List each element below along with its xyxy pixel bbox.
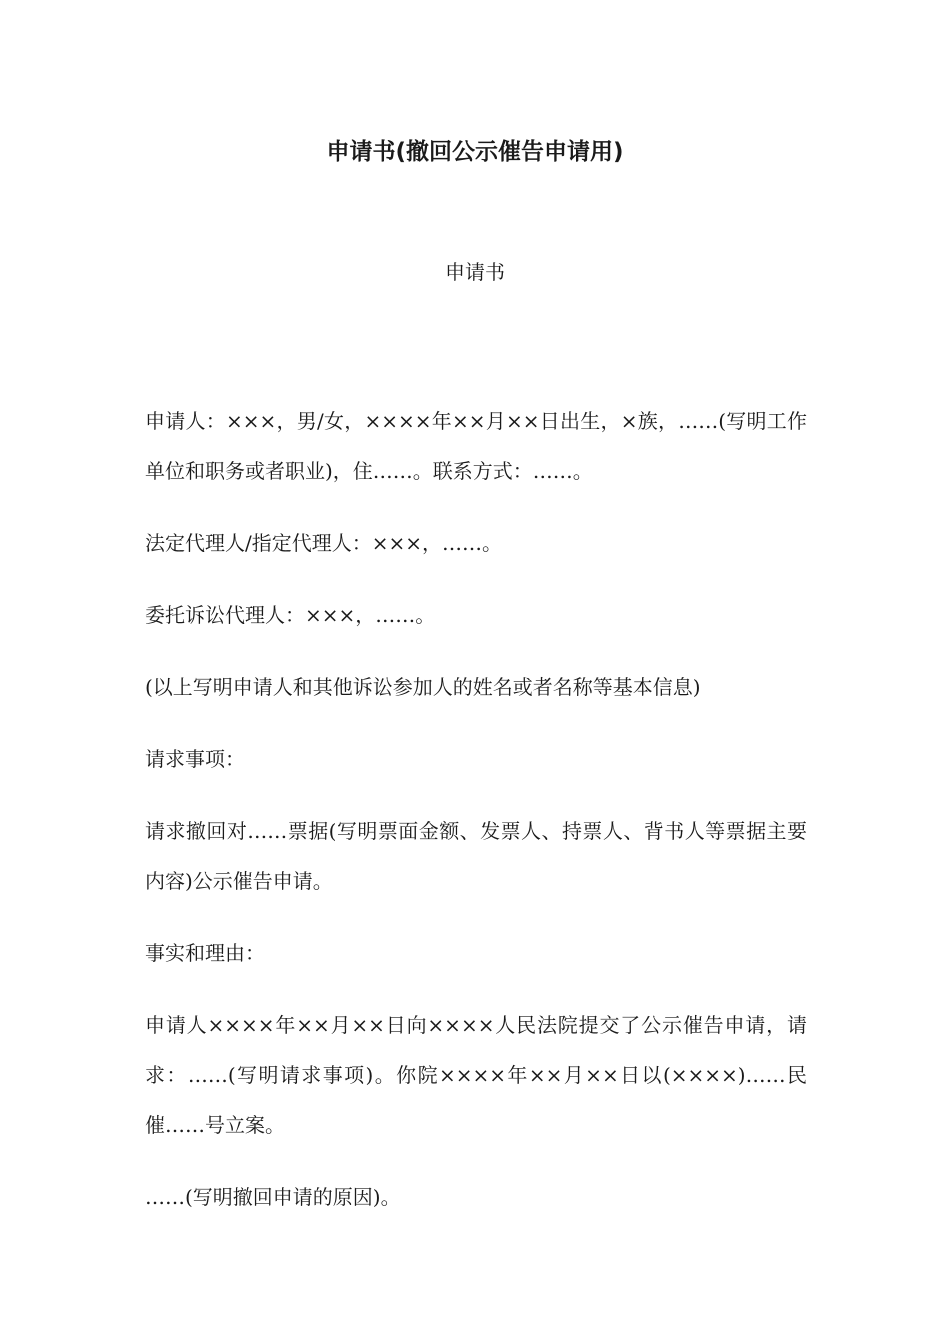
document-subtitle: 申请书 bbox=[445, 260, 505, 284]
document-title: 申请书(撤回公示催告申请用) bbox=[326, 139, 624, 165]
document-body bbox=[145, 396, 807, 1244]
paragraph-facts: 申请人××××年××月××日向××××人民法院提交了公示催告申请，请求：……(写明请求事项)。你院××××年××月××日以(××××)……民催……号立案。 bbox=[145, 1013, 807, 1137]
paragraph-legal-agent: 法定代理人/指定代理人：×××，……。 bbox=[145, 531, 503, 555]
paragraph-withdraw-reason: ……(写明撤回申请的原因)。 bbox=[145, 1185, 401, 1209]
paragraph-claims: 请求撤回对……票据(写明票面金额、发票人、持票人、背书人等票据主要内容)公示催告申请。 bbox=[145, 819, 807, 893]
heading-claims: 请求事项： bbox=[145, 747, 245, 771]
paragraph-litigation-agent: 委托诉讼代理人：×××，……。 bbox=[145, 603, 436, 627]
paragraph-note: (以上写明申请人和其他诉讼参加人的姓名或者名称等基本信息) bbox=[145, 675, 701, 699]
paragraph-applicant: 申请人：×××，男/女，××××年××月××日出生，×族，……(写明工作单位和职务或者职业)，住……。联系方式：……。 bbox=[145, 409, 807, 483]
heading-facts-reasons: 事实和理由： bbox=[145, 941, 265, 965]
